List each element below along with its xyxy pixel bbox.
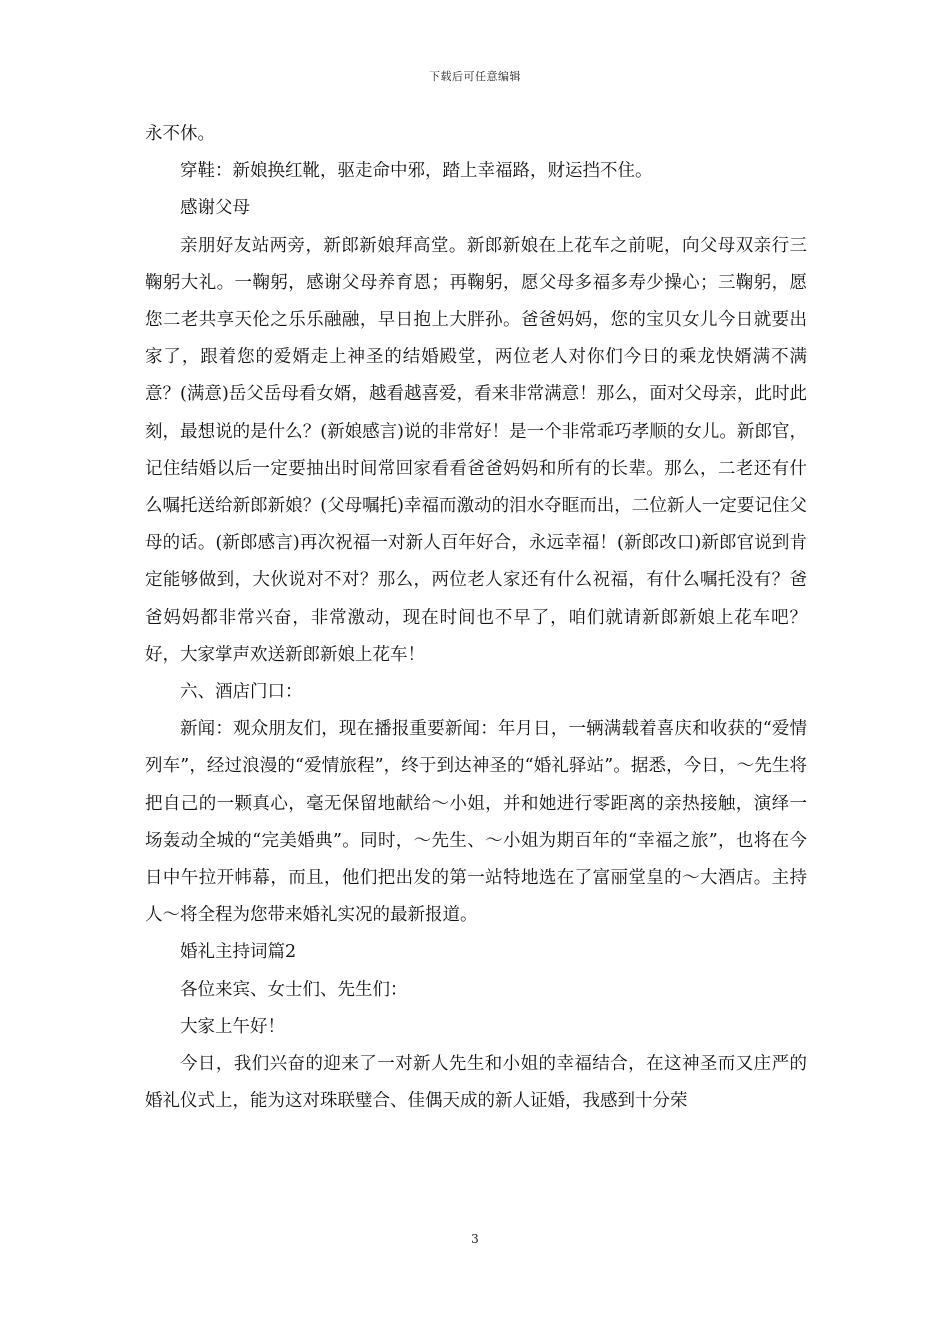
paragraph-9: 大家上午好！ xyxy=(180,1016,285,1037)
paragraph-4: 亲朋好友站两旁，新郎新娘拜高堂。新郎新娘在上花车之前呢，向父母双亲行三鞠躬大礼。一鞠躬，感谢父母养育恩；再鞠躬，愿父母多福多寿少操心；三鞠躬，愿您二老共享天伦之乐乐融融，早日抱上大胖孙。爸爸妈妈，您的宝贝女儿今日就要出家了，跟着您的爱婿走上神圣的结婚殿堂，两位老人对你们今日的乘龙快婿满不满意？(满意)岳父岳母看女婿，越看越喜爱，看来非常满意！那么，面对父母亲，此时此刻，最想说的是什么？(新娘感言)说的非常好！是一个非常乖巧孝顺的女儿。新郎官，记住结婚以后一定要抽出时间常回家看看爸爸妈妈和所有的长辈。那么，二老还有什么嘱托送给新郎新娘？(父母嘱托)幸福而激动的泪水夺眶而出，二位新人一定要记住父母的话。(新郎感言)再次祝福一对新人百年好合，永远幸福！(新郎改口)新郎官说到肯定能够做到，大伙说对不对？那么，两位老人家还有什么祝福，有什么嘱托没有？爸爸妈妈都非常兴奋，非常激动，现在时间也不早了，咱们就请新郎新娘上花车吧？好，大家掌声欢送新郎新娘上花车！ xyxy=(145,235,807,665)
paragraph-8: 各位来宾、女士们、先生们： xyxy=(180,979,408,1000)
page-header: 下载后可任意编辑 xyxy=(429,70,521,83)
paragraph-10: 今日，我们兴奋的迎来了一对新人先生和小姐的幸福结合，在这神圣而又庄严的婚礼仪式上，能为这对珠联璧合、佳偶天成的新人证婚，我感到十分荣 xyxy=(145,1054,807,1112)
paragraph-1: 永不休。 xyxy=(145,124,215,144)
paragraph-2: 穿鞋：新娘换红靴，驱走命中邪，踏上幸福路，财运挡不住。 xyxy=(180,161,653,182)
document-body xyxy=(145,116,807,1120)
paragraph-6: 新闻：观众朋友们，现在播报重要新闻：年月日，一辆满载着喜庆和收获的“爱情列车”，经过浪漫的“爱情旅程”，终于到达神圣的“婚礼驿站”。据悉，今日，～先生将把自己的一颗真心，毫无保留地献给～小姐，并和她进行零距离的亲热接触，演绎一场轰动全城的“完美婚典”。同时，～先生、～小姐为期百年的“幸福之旅”，也将在今日中午拉开帏幕，而且，他们把出发的第一站特地选在了富丽堂皇的～大酒店。主持人～将全程为您带来婚礼实况的最新报道。 xyxy=(145,719,807,926)
section-heading-thank-parents: 感谢父母 xyxy=(180,198,250,219)
page-number: 3 xyxy=(471,1232,479,1246)
section-heading-hotel-entrance: 六、酒店门口： xyxy=(180,682,303,703)
section-heading-wedding-speech-2: 婚礼主持词篇2 xyxy=(180,942,297,963)
